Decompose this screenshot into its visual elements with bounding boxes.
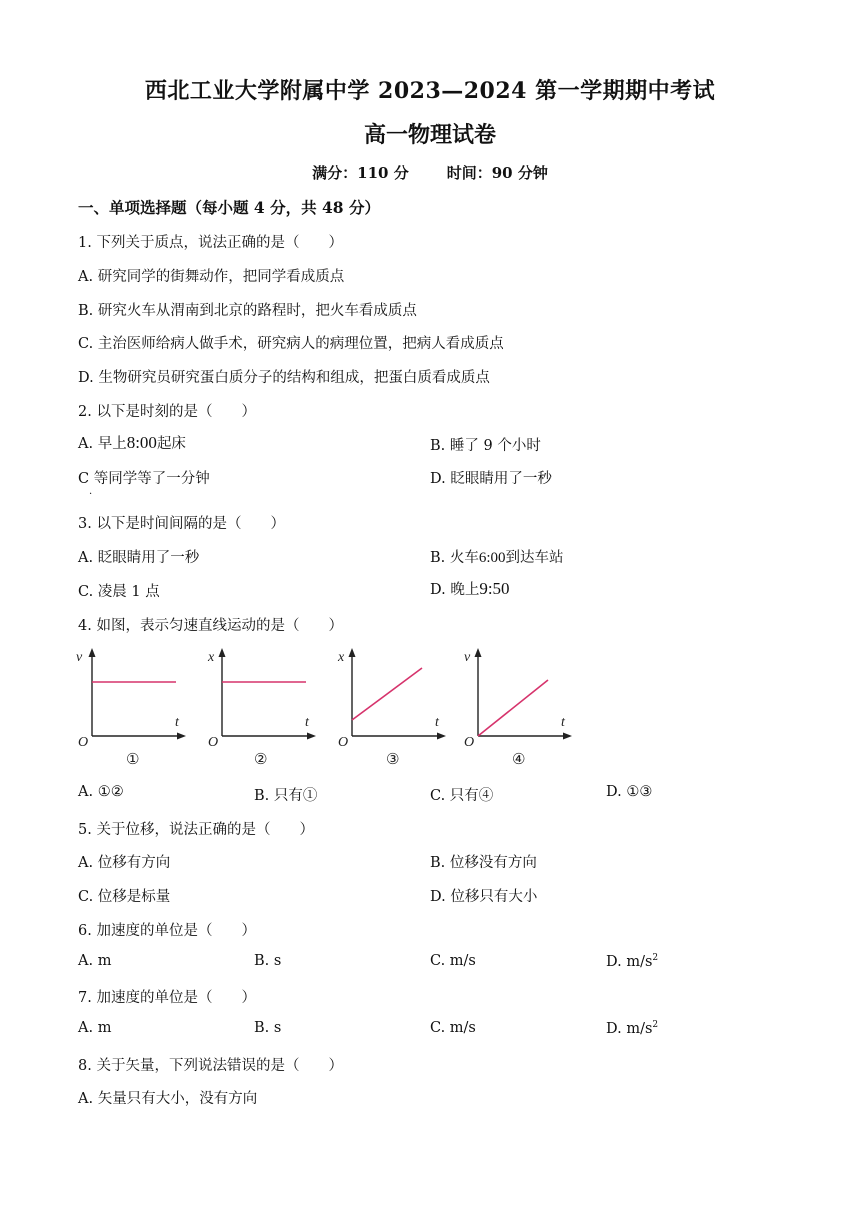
q2-c-dot: . xyxy=(89,486,93,497)
q6-option-b: B. s xyxy=(254,953,282,969)
graph-number: ② xyxy=(254,750,268,768)
origin-label: O xyxy=(338,735,349,750)
exam-meta xyxy=(0,162,860,183)
q1-option-b: B. 研究火车从渭南到北京的路程时，把火车看成质点 xyxy=(78,303,417,319)
q3-b-time: 6:00 xyxy=(478,550,506,566)
q3-stem: 3. 以下是时间间隔的是（ ） xyxy=(78,516,285,532)
q7-d-unit: D. m/s xyxy=(606,1020,653,1037)
y-arrow xyxy=(349,648,356,657)
q7-option-a: A. m xyxy=(78,1020,112,1036)
q5-option-b: B. 位移没有方向 xyxy=(430,855,537,871)
q3-option-d xyxy=(430,578,510,599)
q5-option-d: D. 位移只有大小 xyxy=(430,889,538,905)
y-arrow xyxy=(475,648,482,657)
q4-option-a: A. ①② xyxy=(78,784,124,800)
q6-option-a: A. m xyxy=(78,953,112,969)
q7-stem: 7. 加速度的单位是（ ） xyxy=(78,990,256,1006)
q4-option-c: C. 只有④ xyxy=(430,788,494,804)
q6-stem: 6. 加速度的单位是（ ） xyxy=(78,923,256,939)
y-label: x xyxy=(338,650,345,665)
graph-line xyxy=(478,680,548,736)
graph-1-svg xyxy=(72,646,194,772)
x-label: t xyxy=(435,715,439,730)
q8-stem: 8. 关于矢量，下列说法错误的是（ ） xyxy=(78,1058,343,1074)
q4-option-d: D. ①③ xyxy=(606,784,653,800)
q5-stem: 5. 关于位移，说法正确的是（ ） xyxy=(78,822,314,838)
q2-stem: 2. 以下是时刻的是（ ） xyxy=(78,404,256,420)
q4-stem: 4. 如图，表示匀速直线运动的是（ ） xyxy=(78,618,343,634)
q2-option-b: B. 睡了 9 个小时 xyxy=(430,438,541,454)
q7-d-exponent: 2 xyxy=(652,1020,659,1030)
q3-b-suffix: 到达车站 xyxy=(505,550,564,566)
graph-3-svg xyxy=(332,646,454,772)
q3-option-a: A. 眨眼睛用了一秒 xyxy=(78,550,200,566)
graph-line xyxy=(352,668,422,720)
q7-option-d xyxy=(606,1020,658,1037)
x-arrow xyxy=(437,733,446,740)
y-label: v xyxy=(464,650,471,665)
x-label: t xyxy=(175,715,179,730)
q2-option-d: D. 眨眼睛用了一秒 xyxy=(430,471,552,487)
x-arrow xyxy=(177,733,186,740)
graph-number: ④ xyxy=(512,750,526,768)
q6-option-c: C. m/s xyxy=(430,953,476,969)
graph-1 xyxy=(72,646,194,772)
q1-option-c: C. 主治医师给病人做手术，研究病人的病理位置，把病人看成质点 xyxy=(78,336,504,352)
exam-title: 西北工业大学附属中学 2023—2024 第一学期期中考试 xyxy=(144,78,716,104)
q2-a-time: 8:00 xyxy=(126,433,157,452)
x-arrow xyxy=(307,733,316,740)
q4-option-b: B. 只有① xyxy=(254,788,318,804)
graph-2 xyxy=(202,646,324,772)
q2-a-suffix: 起床 xyxy=(156,436,186,452)
q5-option-c: C. 位移是标量 xyxy=(78,889,171,905)
y-label: v xyxy=(76,650,83,665)
x-label: t xyxy=(305,715,309,730)
full-score: 满分：110 分 xyxy=(312,164,409,182)
q3-d-time: 9:50 xyxy=(479,579,510,598)
q7-option-c: C. m/s xyxy=(430,1020,476,1036)
x-label: t xyxy=(561,715,565,730)
q6-option-d xyxy=(606,953,658,970)
y-label: x xyxy=(208,650,215,665)
graph-4 xyxy=(458,646,580,772)
origin-label: O xyxy=(464,735,475,750)
q1-option-a: A. 研究同学的街舞动作，把同学看成质点 xyxy=(78,269,345,285)
q3-b-prefix: B. 火车 xyxy=(430,550,479,566)
q3-option-b xyxy=(430,546,564,567)
graph-number: ① xyxy=(126,750,140,768)
q3-d-prefix: D. 晚上 xyxy=(430,582,480,598)
origin-label: O xyxy=(208,735,219,750)
exam-time: 时间：90 分钟 xyxy=(446,164,548,182)
q2-option-a xyxy=(78,432,186,453)
q5-option-a: A. 位移有方向 xyxy=(78,855,171,871)
x-arrow xyxy=(563,733,572,740)
q2-option-c: C 等同学等了一分钟 xyxy=(78,471,210,487)
q3-option-c: C. 凌晨 1 点 xyxy=(78,584,160,600)
exam-subtitle: 高一物理试卷 xyxy=(363,122,496,148)
graph-4-svg xyxy=(458,646,580,772)
graph-3 xyxy=(332,646,454,772)
q1-stem: 1. 下列关于质点，说法正确的是（ ） xyxy=(78,235,343,251)
section-heading: 一、单项选择题（每小题 4 分，共 48 分） xyxy=(78,198,380,217)
q1-option-d: D. 生物研究员研究蛋白质分子的结构和组成，把蛋白质看成质点 xyxy=(78,370,490,386)
origin-label: O xyxy=(78,735,89,750)
y-arrow xyxy=(89,648,96,657)
q6-d-unit: D. m/s xyxy=(606,953,653,970)
q8-option-a: A. 矢量只有大小，没有方向 xyxy=(78,1091,258,1107)
graph-2-svg xyxy=(202,646,324,772)
y-arrow xyxy=(219,648,226,657)
q2-a-prefix: A. 早上 xyxy=(78,436,127,452)
q6-d-exponent: 2 xyxy=(652,953,659,963)
q7-option-b: B. s xyxy=(254,1020,282,1036)
graph-number: ③ xyxy=(386,750,400,768)
